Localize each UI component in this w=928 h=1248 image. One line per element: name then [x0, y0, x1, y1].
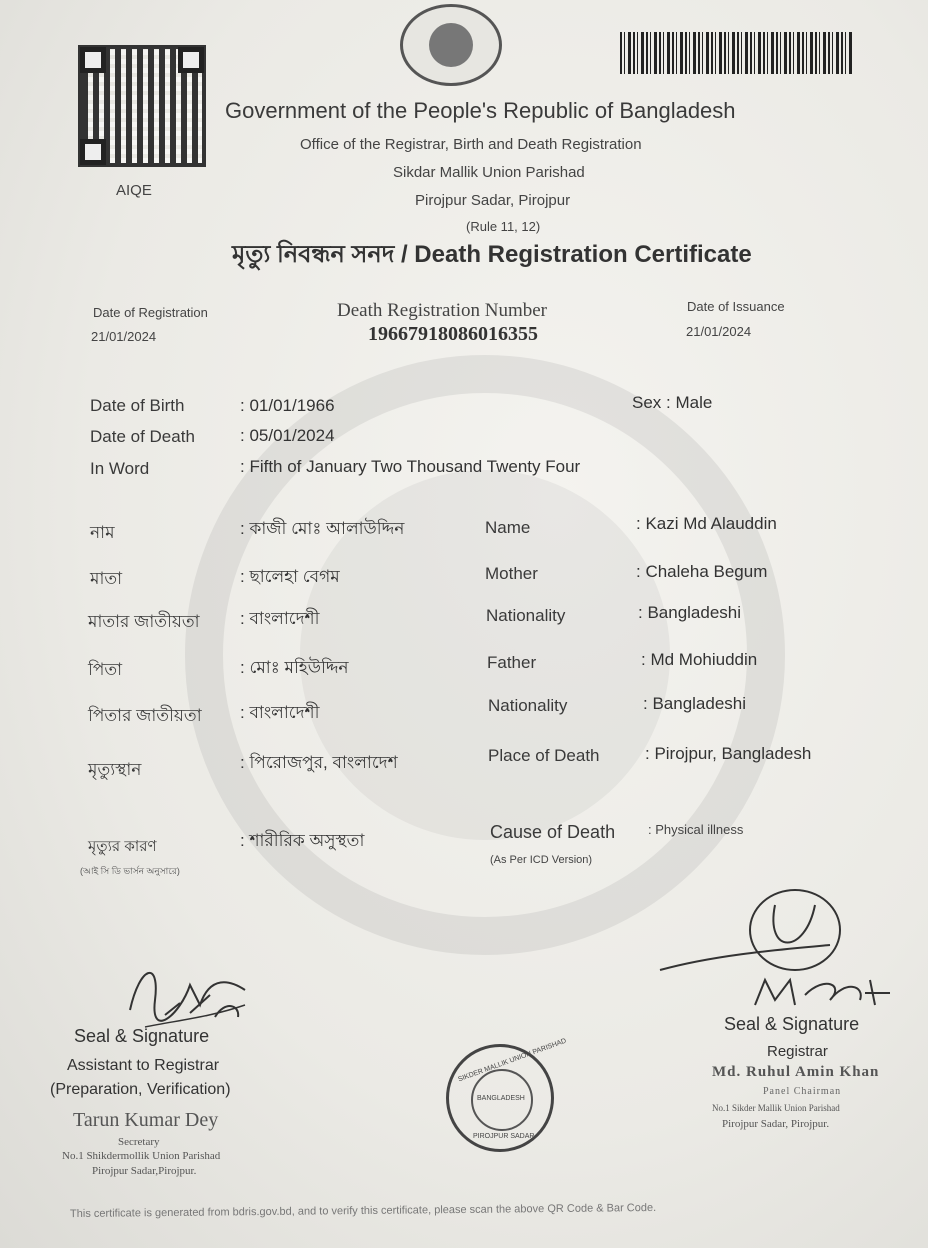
government-title: Government of the People's Republic of Bangladesh [225, 98, 736, 123]
assistant-office: No.1 Shikdermollik Union Parishad [62, 1150, 221, 1162]
office-location: Pirojpur Sadar, Pirojpur [415, 192, 571, 209]
inword-value: : Fifth of January Two Thousand Twenty Four [240, 457, 581, 476]
assistant-place: Pirojpur Sadar,Pirojpur. [92, 1165, 197, 1177]
registrar-title: Panel Chairman [763, 1086, 842, 1097]
registration-date-label: Date of Registration [93, 305, 208, 320]
bn-place-of-death-label: মৃত্যুস্থান [88, 760, 142, 779]
bn-father-value: : মোঃ মহিউদ্দিন [240, 658, 349, 677]
name-label: Name [485, 518, 531, 537]
father-label: Father [487, 653, 537, 672]
barcode [620, 32, 852, 74]
government-emblem [400, 4, 502, 86]
bn-cause-value: : শারীরিক অসুস্থতা [240, 831, 365, 850]
registrar-name: Md. Ruhul Amin Khan [712, 1064, 880, 1080]
registrar-office: No.1 Sikder Mallik Union Parishad [712, 1103, 840, 1113]
place-of-death-value: : Pirojpur, Bangladesh [645, 744, 812, 763]
mother-value: : Chaleha Begum [636, 562, 768, 581]
dob-value: : 01/01/1966 [240, 396, 335, 415]
qr-code [78, 45, 206, 167]
bn-mother-label: মাতা [90, 569, 123, 588]
name-value: : Kazi Md Alauddin [636, 514, 777, 533]
cause-note: (As Per ICD Version) [490, 854, 593, 866]
issuance-date-label: Date of Issuance [687, 299, 785, 314]
bn-mother-nationality-value: : বাংলাদেশী [240, 609, 320, 628]
rule-note: (Rule 11, 12) [466, 219, 541, 234]
seal-bottom: PIROJPUR SADAR [473, 1133, 535, 1140]
registrar-seal-label: Seal & Signature [724, 1014, 860, 1034]
qr-code-label: AIQE [116, 182, 152, 199]
bn-father-nationality-label: পিতার জাতীয়তা [88, 706, 202, 725]
inword-label: In Word [90, 459, 150, 478]
father-nationality-label: Nationality [488, 696, 568, 715]
mother-nationality-label: Nationality [486, 606, 566, 625]
mother-nationality-value: : Bangladeshi [638, 603, 742, 622]
union-parishad-seal [446, 1037, 568, 1152]
assistant-role: Assistant to Registrar [67, 1057, 220, 1074]
bn-father-nationality-value: : বাংলাদেশী [240, 703, 320, 722]
union-name: Sikdar Mallik Union Parishad [393, 164, 585, 181]
dob-label: Date of Birth [90, 396, 185, 415]
bn-cause-note: (আই সি ডি ভার্সন অনুসারে) [80, 866, 180, 876]
issuance-date: 21/01/2024 [686, 324, 752, 339]
bn-cause-label: মৃত্যুর কারণ [88, 838, 157, 855]
place-of-death-label: Place of Death [488, 746, 600, 765]
assistant-title: Secretary [118, 1136, 160, 1148]
registration-number-label: Death Registration Number [337, 300, 548, 321]
registration-date: 21/01/2024 [91, 329, 157, 344]
dod-value: : 05/01/2024 [240, 426, 335, 445]
assistant-name: Tarun Kumar Dey [73, 1109, 219, 1131]
cause-value: : Physical illness [648, 822, 744, 837]
seal-center: BANGLADESH [477, 1095, 525, 1102]
dod-label: Date of Death [90, 427, 195, 446]
bn-name-label: নাম [90, 523, 115, 542]
registration-number: 19667918086016355 [368, 323, 538, 345]
bn-mother-nationality-label: মাতার জাতীয়তা [88, 612, 200, 631]
registrar-role: Registrar [767, 1043, 828, 1060]
assistant-role-note: (Preparation, Verification) [50, 1081, 231, 1098]
bn-name-value: : কাজী মোঃ আলাউদ্দিন [240, 519, 405, 538]
bn-place-of-death-value: : পিরোজপুর, বাংলাদেশ [240, 753, 398, 772]
cause-label: Cause of Death [490, 822, 616, 842]
certificate-title: মৃত্যু নিবন্ধন সনদ / Death Registration Certificate [232, 241, 752, 268]
bn-father-label: পিতা [88, 660, 123, 679]
assistant-seal-label: Seal & Signature [74, 1026, 210, 1046]
registrar-signature [655, 885, 905, 1020]
seal-text: SIKDER MALLIK UNION PARISHAD [457, 1037, 568, 1084]
mother-label: Mother [485, 564, 538, 583]
sex-value: Sex : Male [632, 393, 713, 412]
office-title: Office of the Registrar, Birth and Death Registration [300, 136, 642, 153]
registrar-place: Pirojpur Sadar, Pirojpur. [722, 1118, 830, 1130]
bn-mother-value: : ছালেহা বেগম [240, 567, 340, 586]
father-value: : Md Mohiuddin [641, 650, 758, 669]
father-nationality-value: : Bangladeshi [643, 694, 747, 713]
verification-footer: This certificate is generated from bdris.gov.bd, and to verify this certificate, please scan the above QR Code & Bar Code. [69, 1201, 657, 1221]
